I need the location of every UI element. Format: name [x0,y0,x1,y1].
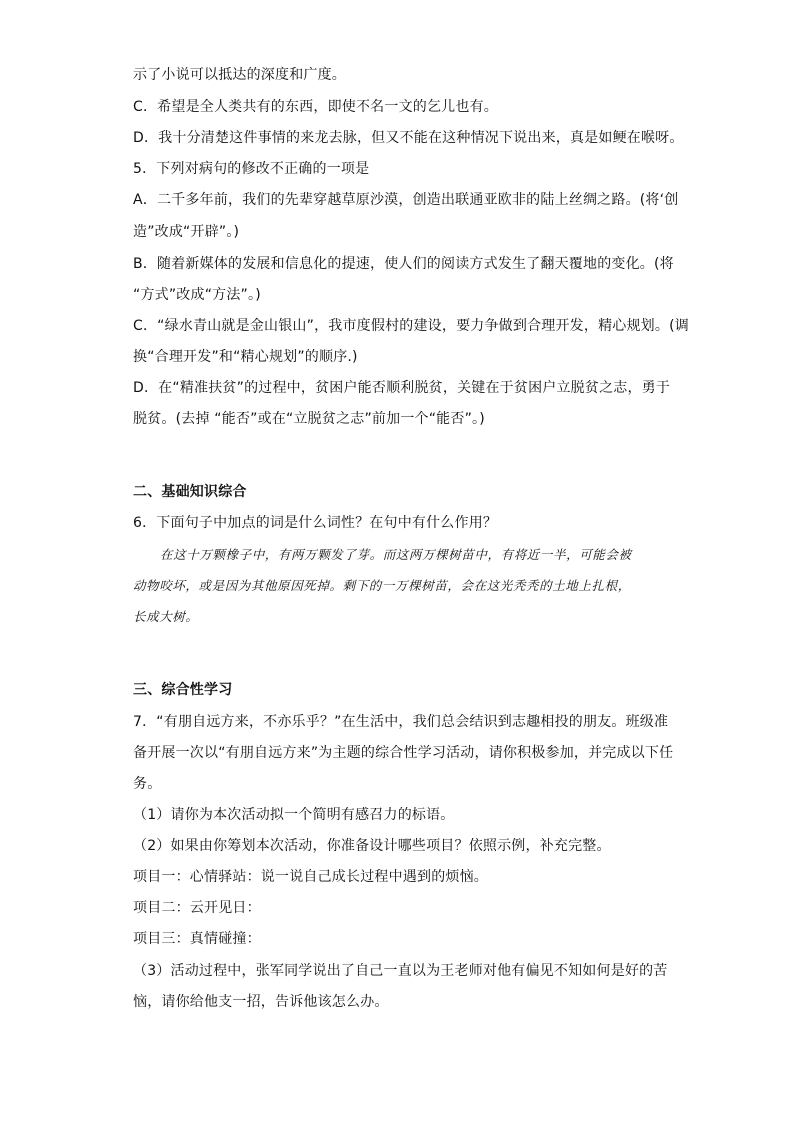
subquestion-3-cont: 恼，请你给他支一招，告诉他该怎么办。 [133,994,389,1010]
option-b-cont: “方式”改成“方法”。) [133,287,261,303]
option-b: B．随着新媒体的发展和信息化的提速，使人们的阅读方式发生了翻天覆地的变化。(将 [133,256,674,272]
subquestion-3: （3）活动过程中，张军同学说出了自己一直以为王老师对他有偏见不知如何是好的苦 [133,963,668,979]
option-c-cont: 换“合理开发”和“精心规划”的顺序.) [133,349,358,365]
option-d: D．在“精准扶贫”的过程中，贫困户能否顺利脱贫，关键在于贫困户立脱贫之志，勇于 [133,380,671,396]
text-line: 示了小说可以抵达的深度和广度。 [133,67,346,83]
subquestion-1: （1）请你为本次活动拟一个简明有感召力的标语。 [133,807,455,823]
option-d-cont: 脱贫。(去掉 “能否”或在“立脱贫之志”前加一个“能否”。) [133,411,485,427]
project-1: 项目一：心情驿站：说一说自己成长过程中遇到的烦恼。 [133,869,488,885]
question-7-cont: 备开展一次以“有朋自远方来”为主题的综合性学习活动，请你积极参加，并完成以下任 [133,745,674,761]
project-2: 项目二：云开见日： [133,900,261,916]
passage-line: 长成大树。 [133,609,199,624]
question-6: 6．下面句子中加点的词是什么词性？在句中有什么作用？ [133,515,498,531]
section-heading-2: 二、基础知识综合 [133,484,247,500]
project-3: 项目三：真情碰撞： [133,931,261,947]
option-a: A．二千多年前，我们的先辈穿越草原沙漠，创造出联通亚欧非的陆上丝绸之路。(将‘创 [133,192,679,208]
question-5: 5．下列对病句的修改不正确的一项是 [133,161,370,177]
passage-line: 动物咬坏，或是因为其他原因死掉。剩下的一万棵树苗，会在这光秃秃的土地上扎根， [133,578,631,593]
section-heading-3: 三、综合性学习 [133,682,233,698]
passage-line: 在这十万颗橡子中，有两万颗发了芽。而这两万棵树苗中，有将近一半，可能会被 [160,547,632,562]
question-7: 7．“有朋自远方来，不亦乐乎？”在生活中，我们总会结识到志趣相投的朋友。班级准 [133,714,669,730]
question-7-cont: 务。 [133,776,162,792]
option-d: D．我十分清楚这件事情的来龙去脉，但又不能在这种情况下说出来，真是如鲠在喉呀。 [133,130,684,146]
subquestion-2: （2）如果由你筹划本次活动，你准备设计哪些项目？依照示例，补充完整。 [133,838,611,854]
option-c: C．“绿水青山就是金山银山”，我市度假村的建设，要力争做到合理开发，精心规划。(调 [133,318,689,334]
option-a-cont: 造”改成“开辟”。) [133,224,240,240]
option-c: C．希望是全人类共有的东西，即使不名一文的乞儿也有。 [133,99,498,115]
